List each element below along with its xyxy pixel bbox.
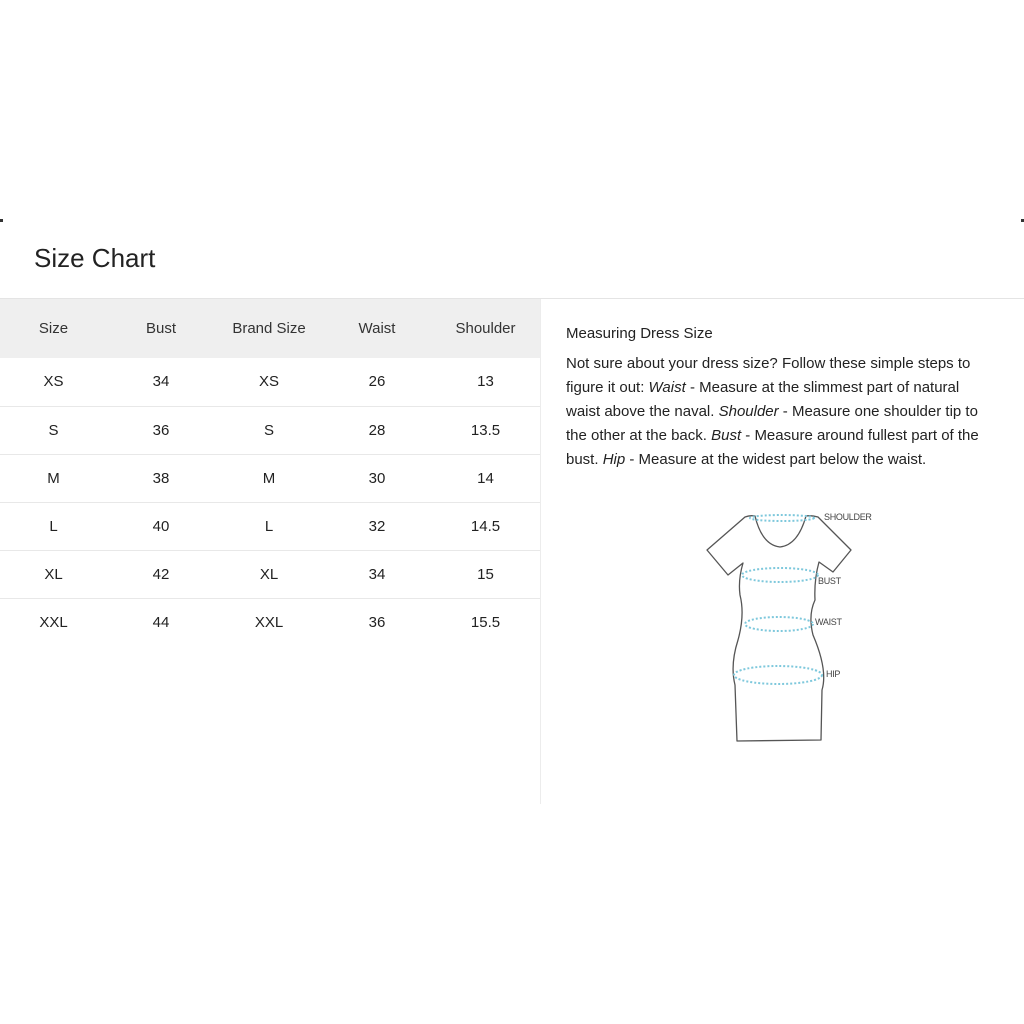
cell-bust: 40	[152, 517, 170, 535]
cell-waist: 30	[368, 469, 386, 487]
header-waist: Waist	[358, 320, 396, 337]
cell-size: XXL	[39, 613, 68, 631]
cell-shoulder: 13.5	[470, 421, 501, 439]
header-size: Size	[38, 320, 69, 337]
table-row	[0, 502, 540, 550]
label-hip: HIP	[826, 669, 841, 679]
cell-waist: 36	[368, 613, 386, 631]
column-divider	[540, 299, 541, 804]
guide-heading: Measuring Dress Size	[566, 325, 713, 342]
cell-brand-size: L	[264, 517, 274, 535]
guide-step-bust: - Measure around fullest part of the bust.	[566, 427, 979, 468]
table-row	[0, 406, 540, 454]
header-bust: Bust	[145, 320, 176, 337]
size-table-container	[0, 299, 540, 646]
size-table	[0, 299, 540, 646]
cell-shoulder: 14.5	[470, 517, 501, 535]
dress-diagram	[700, 505, 890, 750]
cell-bust: 38	[152, 469, 170, 487]
cell-size: M	[47, 469, 60, 487]
cell-size: S	[48, 421, 59, 439]
cell-waist: 34	[368, 565, 386, 583]
label-waist: WAIST	[815, 617, 842, 627]
cell-brand-size: M	[262, 469, 276, 487]
guide-intro: Not sure about your dress size? Follow these simple steps to figure it out:	[566, 355, 971, 396]
page-title: Size Chart	[34, 243, 156, 273]
label-shoulder: SHOULDER	[824, 512, 872, 522]
cell-bust: 34	[152, 373, 170, 391]
cell-bust: 36	[152, 421, 170, 439]
table-row	[0, 598, 540, 646]
cell-waist: 32	[368, 517, 386, 535]
table-header-row	[0, 299, 540, 358]
guide-text	[566, 352, 991, 472]
header-shoulder: Shoulder	[455, 320, 516, 337]
guide-term-shoulder: Shoulder	[718, 403, 779, 420]
guide-term-waist: Waist	[648, 379, 686, 396]
cell-bust: 44	[152, 613, 170, 631]
cell-brand-size: XS	[258, 373, 279, 391]
table-row	[0, 454, 540, 502]
guide-step-hip: - Measure at the widest part below the waist.	[625, 451, 927, 468]
cell-size: XL	[44, 565, 63, 583]
cell-brand-size: S	[263, 421, 274, 439]
label-bust: BUST	[818, 576, 841, 586]
header-brand-size: Brand Size	[232, 320, 306, 337]
cell-brand-size: XXL	[254, 613, 284, 631]
guide-step-shoulder: - Measure one shoulder tip to the other at the back.	[566, 403, 978, 444]
cell-shoulder: 15.5	[470, 613, 501, 631]
cell-waist: 26	[368, 373, 386, 391]
cell-shoulder: 15	[477, 565, 494, 583]
measuring-guide	[566, 325, 991, 472]
dress-outline-icon	[700, 505, 890, 750]
cell-size: XS	[43, 373, 64, 391]
guide-term-hip: Hip	[602, 451, 626, 468]
corner-mark-left	[0, 219, 3, 222]
cell-brand-size: XL	[259, 565, 279, 583]
table-row	[0, 358, 540, 406]
table-row	[0, 550, 540, 598]
guide-term-bust: Bust	[711, 427, 742, 444]
guide-step-waist: - Measure at the slimmest part of natural waist above the naval.	[566, 379, 960, 420]
cell-shoulder: 14	[477, 469, 494, 487]
cell-bust: 42	[152, 565, 170, 583]
cell-size: L	[49, 517, 58, 535]
cell-shoulder: 13	[477, 373, 494, 391]
cell-waist: 28	[368, 421, 386, 439]
